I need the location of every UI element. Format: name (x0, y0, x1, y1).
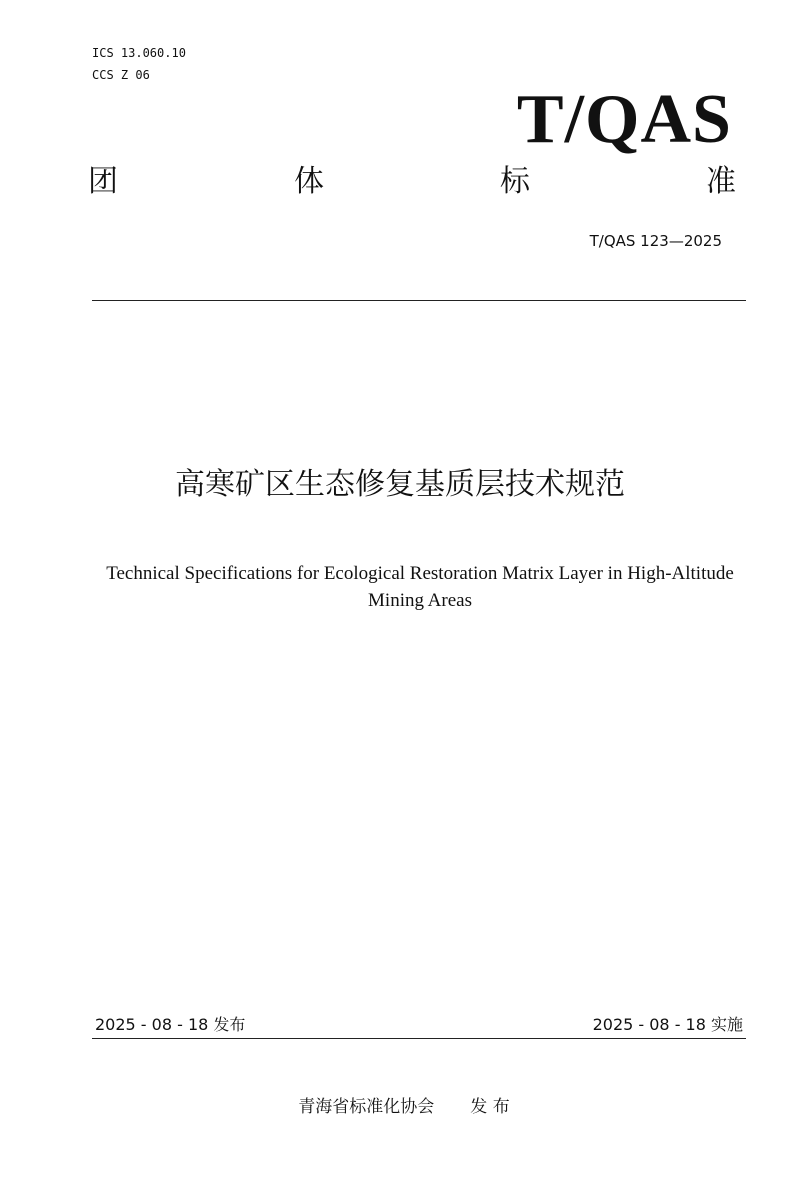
title-chinese: 高寒矿区生态修复基质层技术规范 (175, 467, 625, 502)
title-english (80, 560, 760, 614)
issue-date: 2025 - 08 - 18 发布 (95, 1015, 246, 1034)
implementation-date: 2025 - 08 - 18 实施 (592, 1015, 743, 1034)
publisher-action: 发 布 (470, 1097, 510, 1117)
title-english-line: Technical Specifications for Ecological Restoration Matrix Layer in High-Altitude (106, 563, 734, 584)
standard-type-char: 标 (500, 164, 530, 199)
standard-number: T/QAS 123—2025 (589, 232, 722, 250)
standard-type-char: 准 (706, 164, 736, 199)
standard-type-label (88, 160, 736, 204)
bottom-divider (92, 1038, 746, 1039)
standard-type-char: 体 (294, 164, 324, 199)
classification-codes (92, 42, 186, 86)
publisher (0, 1094, 800, 1120)
publisher-name: 青海省标准化协会 (298, 1097, 435, 1117)
top-divider (92, 300, 746, 301)
ccs-code: CCS Z 06 (92, 68, 150, 82)
ics-code: ICS 13.060.10 (92, 46, 186, 60)
standard-type-char: 团 (88, 164, 118, 199)
title-english-line: Mining Areas (368, 590, 472, 611)
standard-logo: T/QAS (516, 81, 732, 158)
